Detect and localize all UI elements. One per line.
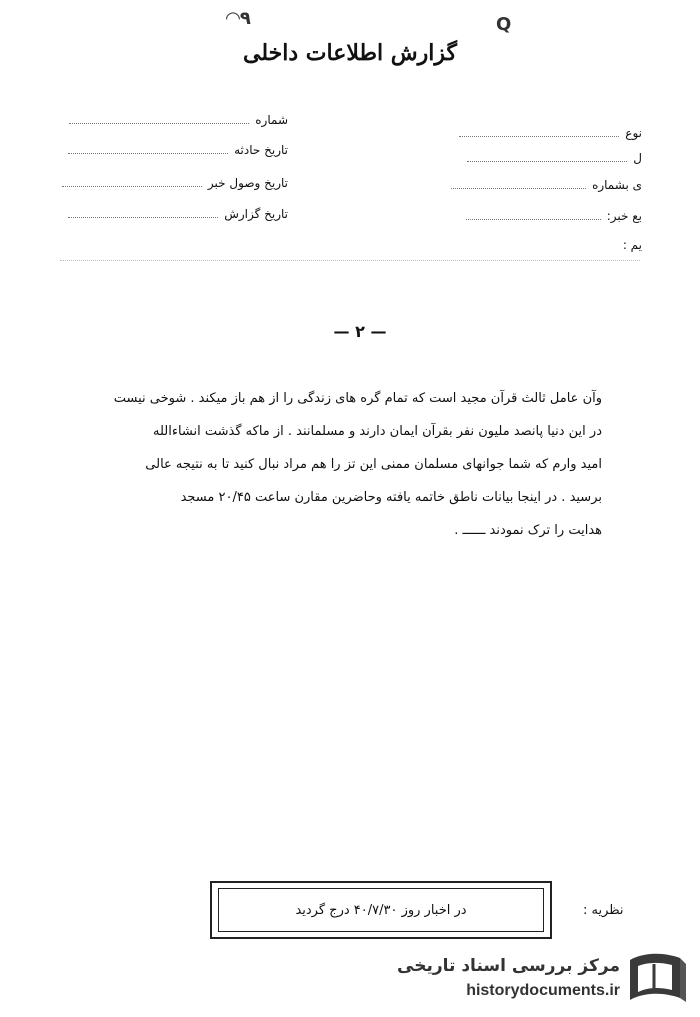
field-label: نوع <box>625 126 642 140</box>
body-line: هدایت را ترک نمودند ــــــ . <box>454 523 602 538</box>
book-logo-icon <box>624 950 690 1008</box>
body-line: وآن عامل ثالث قرآن مجید است که تمام گره های زندگی را از هم باز میکند . شوخی نیست <box>113 391 602 406</box>
field-dots <box>62 176 202 187</box>
field-dots <box>467 151 627 162</box>
corner-mark-left: ◠٩ <box>226 8 251 29</box>
field-label: تاریخ وصول خبر <box>207 176 288 190</box>
body-line: امید وارم که شما جوانهای مسلمان ممنی این تز را هم مراد نبال کنید تا به نتیجه عالی <box>145 457 602 472</box>
field-left-3 <box>62 176 288 190</box>
watermark-url: historydocuments.ir <box>466 982 620 999</box>
stamp-box <box>210 881 552 939</box>
stamp-inner-frame <box>218 888 544 932</box>
field-dots <box>69 113 249 124</box>
field-label: ی بشماره <box>592 178 642 192</box>
field-left-4 <box>68 207 288 221</box>
field-left-2 <box>68 143 288 157</box>
page-number: — ۲ — <box>333 322 387 341</box>
report-body <box>82 382 602 547</box>
field-right-2 <box>467 151 642 165</box>
field-dots <box>68 143 228 154</box>
field-right-3 <box>451 178 642 192</box>
body-line: برسید . در اینجا بیانات ناطق خاتمه یافته وحاضرین مقارن ساعت ۲۰/۴۵ مسجد <box>180 490 602 505</box>
corner-mark-right: Q <box>496 14 512 35</box>
page-title: گزارش اطلاعات داخلی <box>243 40 457 66</box>
field-right-1 <box>459 126 642 140</box>
watermark-name: مرکز بررسی اسناد تاریخی <box>397 956 620 976</box>
field-label: ل <box>633 151 642 165</box>
field-dots <box>459 126 619 137</box>
field-dots <box>451 178 586 189</box>
field-label: شماره <box>255 113 288 127</box>
field-label: تاریخ حادثه <box>234 143 288 157</box>
field-right-4 <box>466 209 642 223</box>
field-left-1 <box>69 113 288 127</box>
note-label: نظریه : <box>583 903 624 918</box>
field-right-5 <box>623 238 642 252</box>
header-divider <box>60 260 640 261</box>
stamp-text: در اخبار روز ۴۰/۷/۳۰ درج گردید <box>295 902 467 918</box>
body-line: در این دنیا پانصد ملیون نفر بقرآن ایمان دارند و مسلمانند . از ماکه گذشت انشاءالله <box>153 424 602 439</box>
field-label: بع خبر: <box>606 209 642 223</box>
field-dots <box>68 207 218 218</box>
field-label: تاریخ گزارش <box>224 207 288 221</box>
field-label: یم : <box>622 238 642 252</box>
field-dots <box>466 209 601 220</box>
